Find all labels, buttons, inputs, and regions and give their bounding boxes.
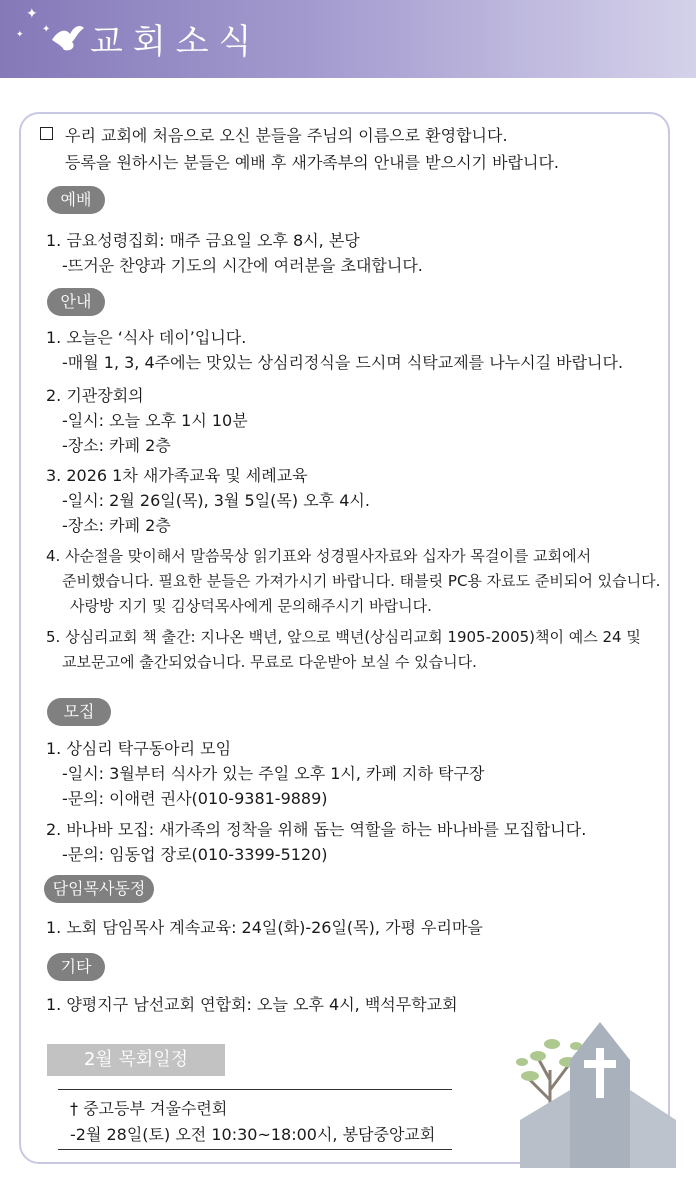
list-item: 1. 노회 담임목사 계속교육: 24일(화)-26일(목), 가평 우리마을 bbox=[46, 918, 483, 937]
sparkle-icon: ✦ bbox=[42, 24, 51, 35]
section-label-recruit: 모집 bbox=[47, 698, 111, 726]
schedule-heading: 2월 목회일정 bbox=[47, 1044, 225, 1076]
page-title: 교회소식 bbox=[90, 22, 262, 62]
schedule-event: † 중고등부 겨울수련회 -2월 28일(토) 오전 10:30~18:00시, 봉담중앙교회 bbox=[70, 1099, 436, 1144]
section-label-worship: 예배 bbox=[47, 186, 105, 214]
list-item: 1. 양평지구 남선교회 연합회: 오늘 오후 4시, 백석무학교회 bbox=[46, 995, 458, 1014]
list-item: 5. 상심리교회 책 출간: 지나온 백년, 앞으로 백년(상심리교회 1905-2005)책이 예스 24 및 교보문고에 출간되었습니다. 무료로 다운받아 보실 수 있습니다. bbox=[46, 628, 641, 671]
list-item: 1. 오늘은 ‘식사 데이’입니다. -매월 1, 3, 4주에는 맛있는 상심리정식을 드시며 식탁교제를 나누시길 바랍니다. bbox=[46, 328, 624, 372]
welcome-notice bbox=[40, 122, 559, 176]
list-item: 4. 사순절을 맞이해서 말씀묵상 읽기표와 성경필사자료와 십자가 목걸이를 교회에서 준비했습니다. 필요한 분들은 가져가시기 바랍니다. 태블릿 PC용 자료도 준비되어 있습니다. 사랑방 지기 및 김상덕목사에게 문의해주시기 바랍니다. bbox=[46, 547, 661, 615]
sparkle-icon: ✦ bbox=[26, 6, 38, 22]
section-label-pastor: 담임목사동정 bbox=[44, 875, 154, 903]
list-item: 2. 기관장회의 -일시: 오늘 오후 1시 10분 -장소: 카페 2층 bbox=[46, 386, 248, 455]
divider bbox=[58, 1149, 452, 1150]
list-item: 3. 2026 1차 새가족교육 및 세례교육 -일시: 2월 26일(목), 3월 5일(목) 오후 4시. -장소: 카페 2층 bbox=[46, 466, 370, 535]
church-illustration-icon bbox=[508, 1000, 678, 1168]
list-item: 2. 바나바 모집: 새가족의 정착을 위해 돕는 역할을 하는 바나바를 모집합니다. -문의: 임동업 장로(010-3399-5120) bbox=[46, 820, 587, 864]
sparkle-icon: ✦ bbox=[16, 30, 24, 40]
welcome-line-1: 우리 교회에 처음으로 오신 분들을 주님의 이름으로 환영합니다. bbox=[65, 126, 508, 145]
header-banner bbox=[0, 0, 696, 78]
section-label-etc: 기타 bbox=[47, 953, 105, 981]
list-item: 1. 상심리 탁구동아리 모임 -일시: 3월부터 식사가 있는 주일 오후 1시, 카페 지하 탁구장 -문의: 이애련 권사(010-9381-9889) bbox=[46, 739, 485, 808]
list-item: 1. 금요성령집회: 매주 금요일 오후 8시, 본당 -뜨거운 찬양과 기도의 시간에 여러분을 초대합니다. bbox=[46, 231, 423, 275]
section-label-notice: 안내 bbox=[47, 288, 105, 316]
dove-icon bbox=[50, 22, 86, 54]
divider bbox=[58, 1089, 452, 1090]
checkbox-bullet-icon bbox=[40, 127, 53, 140]
welcome-line-2: 등록을 원하시는 분들은 예배 후 새가족부의 안내를 받으시기 바랍니다. bbox=[65, 153, 559, 172]
